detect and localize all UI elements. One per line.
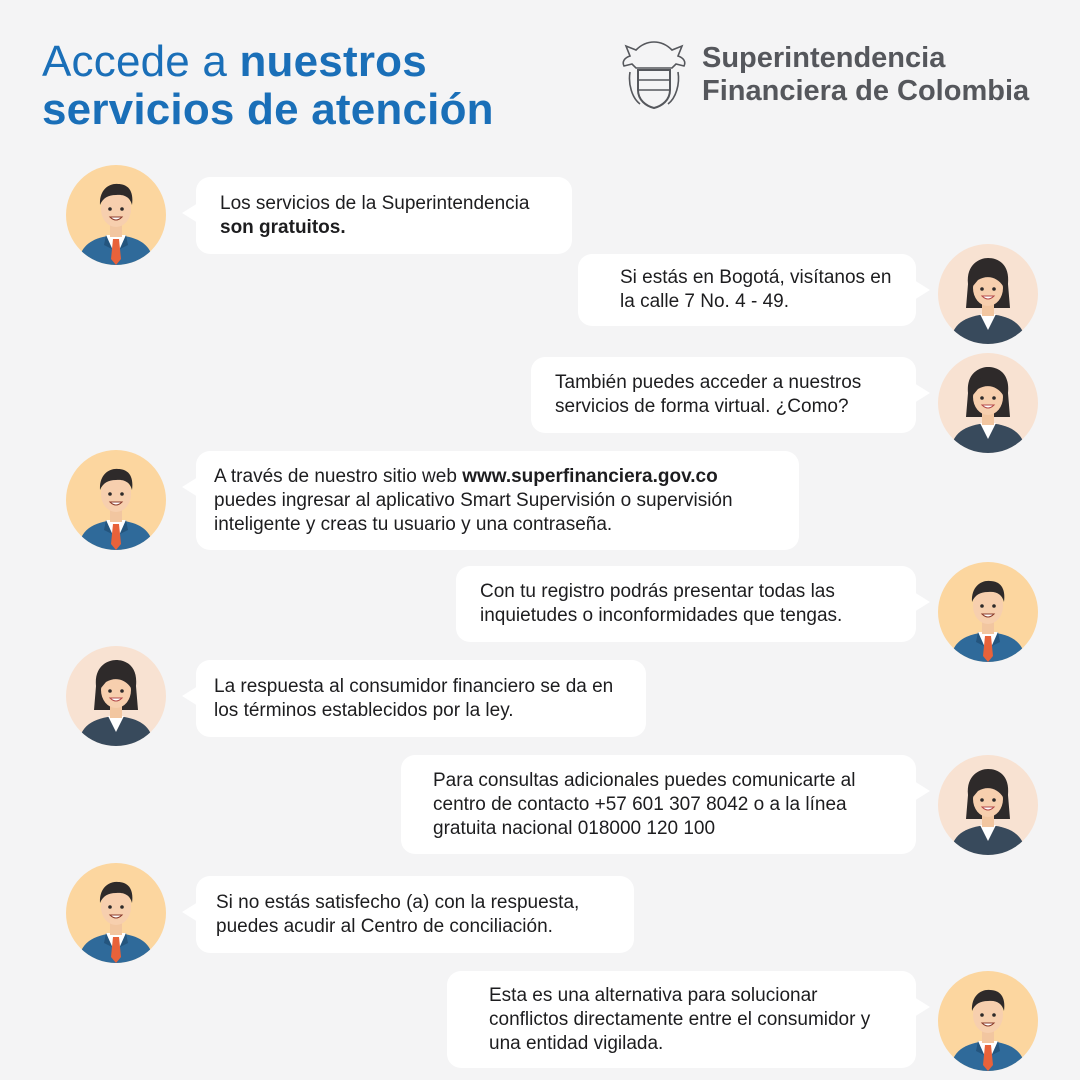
brand-line-2: Financiera de Colombia xyxy=(702,75,1030,107)
man-avatar xyxy=(938,971,1038,1071)
chat-bubble xyxy=(531,357,916,433)
chat-bubble xyxy=(578,254,916,326)
chat-bubble xyxy=(447,971,916,1068)
message-text: Si estás en Bogotá, visítanos en la calle 7 No. 4 - 49. xyxy=(620,267,892,312)
message-bold-text: son gratuitos. xyxy=(220,216,346,238)
brand-logo xyxy=(620,38,1029,112)
chat-bubble xyxy=(196,451,799,550)
chat-bubble xyxy=(401,755,916,854)
colombia-seal-icon xyxy=(620,38,688,112)
woman-icon xyxy=(66,646,166,746)
message-text: A través de nuestro sitio web xyxy=(214,465,463,487)
woman-icon xyxy=(938,755,1038,855)
brand-line-1: Superintendencia xyxy=(702,42,946,74)
title-bold-1: nuestros xyxy=(239,37,427,86)
woman-icon xyxy=(938,244,1038,344)
man-avatar xyxy=(66,165,166,265)
chat-bubble xyxy=(196,660,646,737)
man-avatar xyxy=(938,562,1038,662)
message-text: También puedes acceder a nuestros servicios de forma virtual. ¿Como? xyxy=(555,372,862,417)
message-text-after: puedes ingresar al aplicativo Smart Supervisión o supervisión inteligente y creas tu usuario y una contraseña. xyxy=(214,489,733,535)
woman-avatar xyxy=(938,353,1038,453)
message-text: Esta es una alternativa para solucionar conflictos directamente entre el consumidor y una entidad vigilada. xyxy=(489,984,871,1054)
chat-bubble xyxy=(196,177,572,254)
message-text: Si no estás satisfecho (a) con la respuesta, puedes acudir al Centro de conciliación. xyxy=(216,891,580,937)
man-icon xyxy=(66,863,166,963)
man-icon xyxy=(938,562,1038,662)
message-text: La respuesta al consumidor financiero se da en los términos establecidos por la ley. xyxy=(214,675,614,721)
man-avatar xyxy=(66,863,166,963)
chat-bubble xyxy=(456,566,916,642)
woman-icon xyxy=(938,353,1038,453)
website-link[interactable]: www.superfinanciera.gov.co xyxy=(462,465,718,487)
man-avatar xyxy=(66,450,166,550)
man-icon xyxy=(66,450,166,550)
title-bold-2: servicios de atención xyxy=(42,85,494,134)
message-text: Los servicios de la Superintendencia xyxy=(220,192,530,214)
woman-avatar xyxy=(938,755,1038,855)
woman-avatar xyxy=(66,646,166,746)
message-text: Con tu registro podrás presentar todas las inquietudes o inconformidades que tengas. xyxy=(480,581,843,626)
woman-avatar xyxy=(938,244,1038,344)
chat-bubble xyxy=(196,876,634,953)
message-text: Para consultas adicionales puedes comunicarte al centro de contacto +57 601 307 8042 o a la línea gratuita nacional 018000 120 100 xyxy=(433,769,856,839)
title-light: Accede a xyxy=(42,37,240,86)
man-icon xyxy=(66,165,166,265)
page-title xyxy=(42,38,494,134)
man-icon xyxy=(938,971,1038,1071)
